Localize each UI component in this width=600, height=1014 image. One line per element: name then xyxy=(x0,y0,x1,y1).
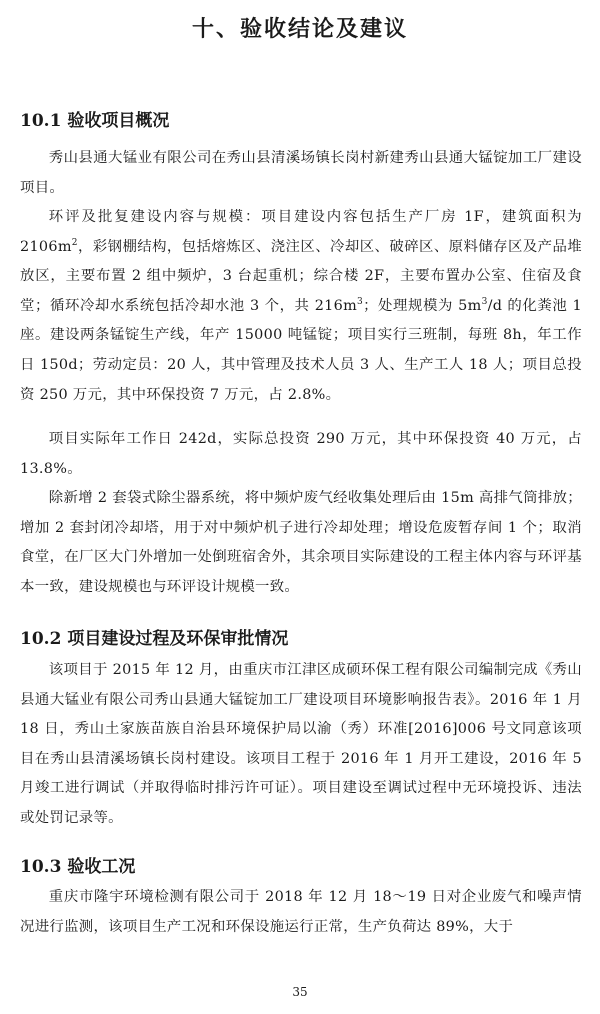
superscript: 3 xyxy=(481,296,488,307)
superscript: 2 xyxy=(71,237,78,248)
section-heading-10-1 xyxy=(20,106,169,131)
text-run: ；处理规模为 5m xyxy=(363,297,482,314)
section-number: 10.1 xyxy=(20,111,62,131)
text-run: ，彩钢棚结构，包括熔炼区、浇注区、冷却区、破碎区、原料储存区及产品堆放区，主要布置 2 组中频炉，3 台起重机；综合楼 2F，主要布置办公室、住宿及食堂；循环冷却水系统包括冷却水池 3 个，共 216m xyxy=(20,238,582,314)
text-run: 环评及批复建设内容与规模：项目建设内容包括生产厂房 1F，建筑面积为 2106m xyxy=(20,209,582,255)
text-run: /d 的化粪池 1 座。建设两条锰锭生产线，年产 15000 吨锰锭；项目实行三班制，每班 8h，年工作日 150d；劳动定员：20 人，其中管理及技术人员 3 人、生产工人 18 人；项目总投资 250 万元，其中环保投资 7 万元，占 2.8%。 xyxy=(20,297,582,403)
paragraph: 重庆市隆宇环境检测有限公司于 2018 年 12 月 18～19 日对企业废气和噪声情况进行监测，该项目生产工况和环保设施运行正常，生产负荷达 89%，大于 xyxy=(20,889,582,935)
paragraph: 除新增 2 套袋式除尘器系统，将中频炉废气经收集处理后由 15m 高排气筒排放；增加 2 套封闭冷却塔，用于对中频炉机子进行冷却处理；增设危废暂存间 1 个；取消食堂，在厂区大门外增加一处倒班宿舍外，其余项目实际建设的工程主体内容与环评基本一致，建设规模也与环评设计规模一致。 xyxy=(20,490,582,595)
superscript: 3 xyxy=(357,296,364,307)
paragraph: 秀山县通大锰业有限公司在秀山县清溪场镇长岗村新建秀山县通大锰锭加工厂建设项目。 xyxy=(20,150,582,196)
section-title: 项目建设过程及环保审批情况 xyxy=(67,629,289,649)
section-number: 10.2 xyxy=(20,629,62,649)
page-title: 十、验收结论及建议 xyxy=(191,17,408,42)
section-heading-10-3 xyxy=(20,852,135,877)
section-title: 验收项目概况 xyxy=(67,111,170,131)
section-number: 10.3 xyxy=(20,857,62,877)
section-heading-10-2 xyxy=(20,624,288,649)
page-number: 35 xyxy=(292,985,308,999)
section-title: 验收工况 xyxy=(67,857,136,877)
paragraph-scale xyxy=(20,203,582,410)
paragraph: 项目实际年工作日 242d，实际总投资 290 万元，其中环保投资 40 万元，占 13.8%。 xyxy=(20,431,582,477)
paragraph: 该项目于 2015 年 12 月，由重庆市江津区成硕环保工程有限公司编制完成《秀山县通大锰业有限公司秀山县通大锰锭加工厂建设项目环境影响报告表》。2016 年 1 月 18 日，秀山土家族苗族自治县环境保护局以渝（秀）环准[2016]006 号文同意该项目在秀山县清溪场镇长岗村建设。该项目工程于 2016 年 1 月开工建设，2016 年 5 月竣工进行调试（并取得临时排污许可证）。项目建设至调试过程中无环境投诉、违法或处罚记录等。 xyxy=(20,662,582,826)
